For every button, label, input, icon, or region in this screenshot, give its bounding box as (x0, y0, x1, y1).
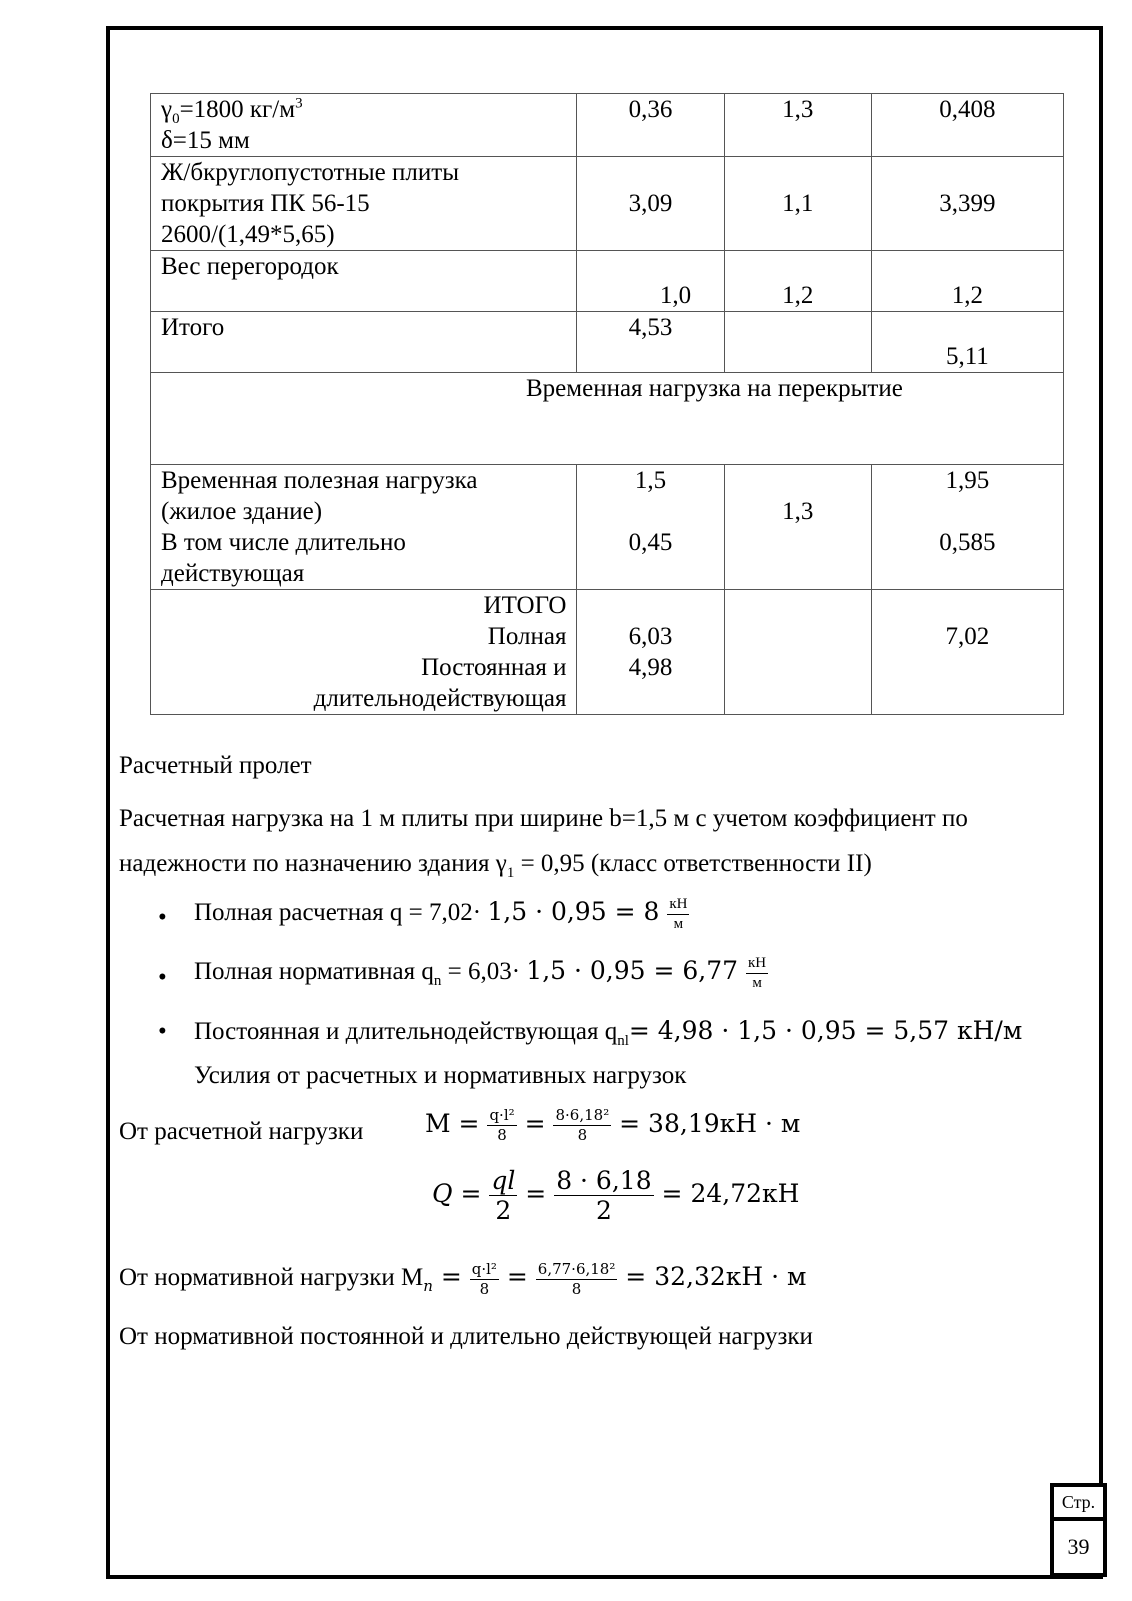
page-label: Стр. (1054, 1487, 1103, 1521)
calc-value-cell: 1,95 0,585 (871, 465, 1063, 590)
full-calc-load: Полная расчетная q = 7,02· 1,5 · 0,95 = 8 $\frac{кН}{м}$ (194, 896, 688, 932)
coef-value-cell (724, 312, 871, 373)
norm-value-cell: 0,36 (577, 94, 724, 157)
page-stamp (1050, 1483, 1107, 1577)
table-row (151, 465, 1064, 590)
coef-value-cell (724, 590, 871, 715)
load-name-cell: Временная полезная нагрузка (жилое здание) В том числе длительно действующая (151, 465, 577, 590)
norm-value-cell: 3,09 (577, 157, 724, 251)
last-line: От нормативной постоянной и длительно действующей нагрузки (119, 1323, 813, 1350)
forces-heading: Усилия от расчетных и нормативных нагрузок (194, 1062, 687, 1089)
section-header-cell: Временная нагрузка на перекрытие (151, 373, 1064, 465)
table-row (151, 373, 1064, 465)
loads-table (150, 93, 1064, 715)
norm-value-cell: 4,53 (577, 312, 724, 373)
calc-value-cell: 3,399 (871, 157, 1063, 251)
coef-value-cell: 1,1 (724, 157, 871, 251)
page-number: 39 (1067, 1534, 1090, 1559)
calc-value-cell: 1,2 (871, 251, 1063, 312)
fraction: $\frac{\text{6,77·6,18²}}{8}$ (537, 1260, 616, 1298)
load-name-cell: Ж/бкруглопустотные плиты покрытия ПК 56-15 2600/(1,49*5,65) (151, 157, 577, 251)
bullet-icon: • (158, 1018, 167, 1045)
table-row (151, 251, 1064, 312)
calc-load-label: От расчетной нагрузки (119, 1118, 364, 1145)
table-row (151, 94, 1064, 157)
load-name-cell: $\gamma_0=1800$ $кг/м^3$ δ=15 мм (151, 94, 577, 157)
fraction: $\frac{\text{q·l²}}{8}$ (489, 1106, 515, 1144)
load-name-cell: ИТОГО Полная Постоянная и длительнодействующая (151, 590, 577, 715)
span-heading: Расчетный пролет (119, 752, 312, 779)
norm-value-cell: 6,03 4,98 (577, 590, 724, 715)
load-paragraph-line2: надежности по назначению здания $\gamma_1 = 0,95$ (класс ответственности II) (119, 850, 872, 881)
load-paragraph-line1: Расчетная нагрузка на 1 м плиты при ширине b=1,5 м с учетом коэффициент по (119, 805, 968, 832)
bullet-icon: • (158, 904, 167, 931)
fraction: $\frac{\text{8·6,18²}}{8}$ (555, 1106, 610, 1144)
calc-value-cell: 5,11 (871, 312, 1063, 373)
coef-value-cell: 1,2 (724, 251, 871, 312)
calc-value-cell: 7,02 (871, 590, 1063, 715)
fraction: $\frac{\text{q·l²}}{8}$ (471, 1260, 497, 1298)
coef-value-cell: 1,3 (724, 94, 871, 157)
fraction: $\frac{ql}{2}$ (491, 1166, 516, 1225)
full-norm-load: Полная нормативная $q_n = 6,03\cdot 1,5 \cdot 0,95 = 6,77$ $\frac{кН}{м}$ (194, 955, 767, 991)
coef-value-cell: 1,3 (724, 465, 871, 590)
table-row (151, 157, 1064, 251)
norm-moment-formula: От нормативной нагрузки $М_n$ = $\frac{\text{q·l²}}{8}$ = $\frac{\text{6,77·6,18²}}{8}$ = 32,32кН · м (119, 1260, 807, 1298)
bullet-icon: • (158, 964, 167, 991)
fraction: $\frac{8 \cdot 6,18}{2}$ (556, 1166, 652, 1225)
calc-value-cell: 0,408 (871, 94, 1063, 157)
load-name-cell: Вес перегородок (151, 251, 577, 312)
long-term-load: Постоянная и длительнодействующая $q_{nl}= 4,98 \cdot 1,5 \cdot 0,95 = 5,57$ кН/м (194, 1016, 1023, 1049)
moment-formula: М = $\frac{\text{q·l²}}{8}$ = $\frac{\text{8·6,18²}}{8}$ = 38,19кН · м (425, 1106, 801, 1144)
table-row (151, 590, 1064, 715)
norm-value-cell: 1,5 0,45 (577, 465, 724, 590)
shear-formula: Q = $\frac{ql}{2}$ = $\frac{8 \cdot 6,18}{2}$ = 24,72кН (432, 1166, 800, 1225)
table-row (151, 312, 1064, 373)
norm-value-cell: 1,0 (577, 251, 724, 312)
unit-fraction: $\frac{кН}{м}$ (669, 896, 688, 932)
unit-fraction: $\frac{кН}{м}$ (748, 955, 767, 991)
load-name-cell: Итого (151, 312, 577, 373)
